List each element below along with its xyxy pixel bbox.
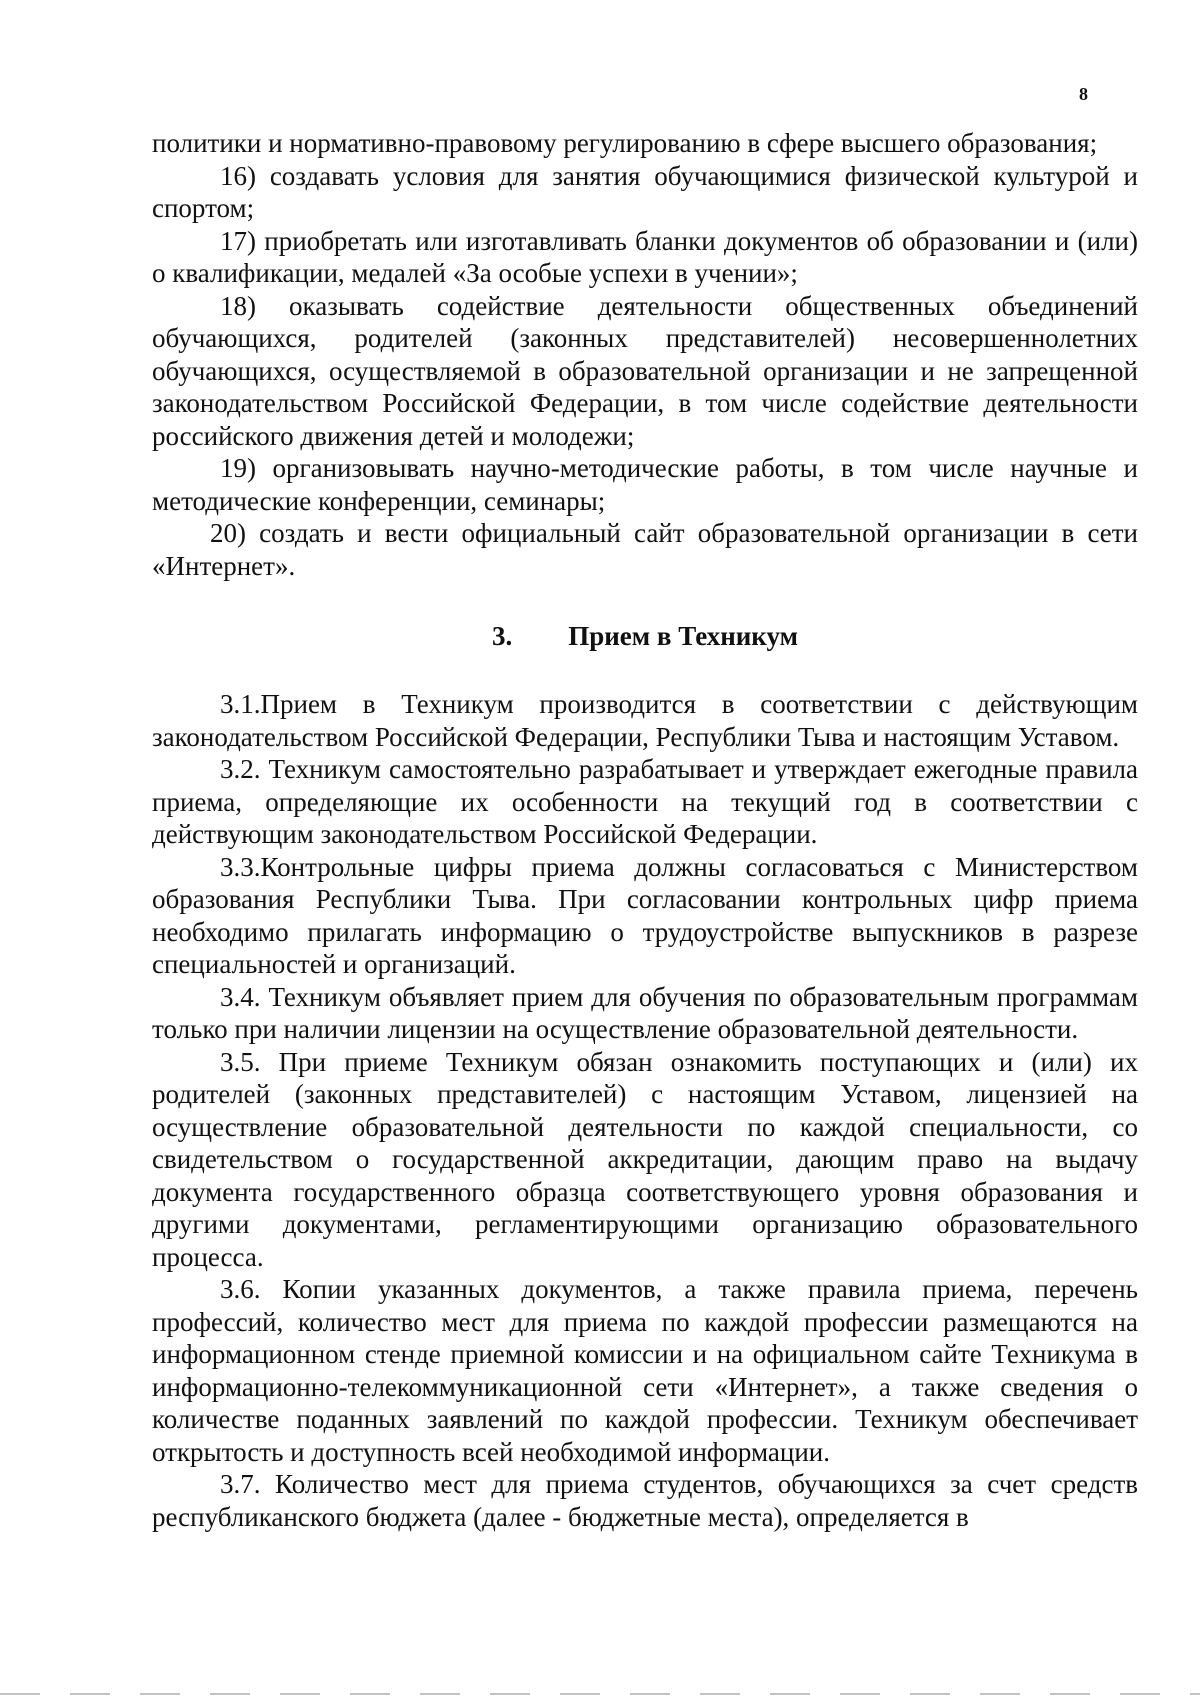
paragraph-3-1: 3.1.Прием в Техникум производится в соответствии с действующим законодательством Российской Федерации, Республики Тыва и настоящим Уставом. [152,689,1138,752]
paragraph-3-3: 3.3.Контрольные цифры приема должны согласоваться с Министерством образования Республики Тыва. При согласовании контрольных цифр приема необходимо прилагать информацию о трудоустройстве выпускников в разрезе специальностей и организаций. [152,851,1138,979]
section-heading [152,620,1138,652]
paragraph-item-18: 18) оказывать содействие деятельности общественных объединений обучающихся, родителей (законных представителей) несовершеннолетних обучающихся, осуществляемой в образовательной организации и не запрещенной законодательством Российской Федерации, в том числе содействие деятельности российского движения детей и молодежи; [152,290,1138,451]
paragraph-item-20: 20) создать и вести официальный сайт образовательной организации в сети «Интернет». [152,518,1138,581]
paragraph-3-6: 3.6. Копии указанных документов, а также правила приема, перечень профессий, количество мест для приема по каждой профессии размещаются на информационном стенде приемной комиссии и на официальном сайте Техникума в информационно-телекоммуникационной сети «Интернет», а также сведения о количестве поданных заявлений по каждой профессии. Техникум обеспечивает открытость и доступность всей необходимой информации. [152,1274,1138,1467]
paragraph-3-4: 3.4. Техникум объявляет прием для обучения по образовательным программам только при наличии лицензии на осуществление образовательной деятельности. [152,981,1138,1044]
paragraph-3-2: 3.2. Техникум самостоятельно разрабатывает и утверждает ежегодные правила приема, определяющие их особенности на текущий год в соответствии с действующим законодательством Российской Федерации. [152,754,1138,849]
section-title: Прием в Техникум [568,621,799,651]
paragraph-item-16: 16) создавать условия для занятия обучающимися физической культурой и спортом; [152,160,1138,223]
document-body [152,127,1138,1533]
paragraph-3-5: 3.5. При приеме Техникум обязан ознакомить поступающих и (или) их родителей (законных представителей) с настоящим Уставом, лицензией на осуществление образовательной деятельности по каждой специальности, со свидетельством о государственной аккредитации, дающим право на выдачу документа государственного образца соответствующего уровня образования и другими документами, регламентирующими организацию образовательного процесса. [152,1046,1138,1272]
section-number: 3. [491,621,513,651]
paragraph-item-19: 19) организовывать научно-методические работы, в том числе научные и методические конференции, семинары; [152,453,1138,516]
scan-artifact-line [0,1693,1200,1695]
paragraph-3-7: 3.7. Количество мест для приема студентов, обучающихся за счет средств республиканского бюджета (далее - бюджетные места), определяется в [152,1469,1138,1532]
page-number: 8 [1079,84,1088,104]
paragraph-item-17: 17) приобретать или изготавливать бланки документов об образовании и (или) о квалификации, медалей «За особые успехи в учении»; [152,225,1138,288]
paragraph-continuation: политики и нормативно-правовому регулированию в сфере высшего образования; [152,128,1098,158]
